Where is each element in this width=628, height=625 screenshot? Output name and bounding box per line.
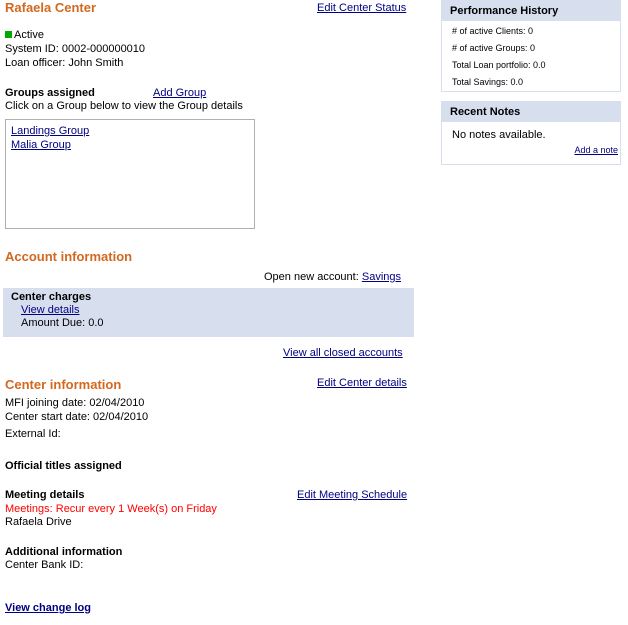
active-clients-stat: # of active Clients: 0: [452, 26, 534, 36]
center-title: Rafaela Center: [5, 0, 97, 15]
center-start-date: Center start date: 02/04/2010: [5, 411, 149, 423]
edit-center-details-link[interactable]: Edit Center details: [317, 377, 407, 389]
view-details-link[interactable]: View details: [21, 304, 80, 316]
center-charges-title: Center charges: [11, 291, 92, 303]
mfi-joining-date: MFI joining date: 02/04/2010: [5, 397, 145, 409]
edit-meeting-schedule-link[interactable]: Edit Meeting Schedule: [297, 489, 408, 501]
account-information-heading: Account information: [5, 249, 133, 264]
meeting-recurrence: Meetings: Recur every 1 Week(s) on Friday: [5, 503, 217, 515]
meeting-place: Rafaela Drive: [5, 516, 72, 528]
add-group-link[interactable]: Add Group: [153, 87, 207, 99]
add-note-link[interactable]: Add a note: [574, 145, 618, 155]
performance-history-heading: Performance History: [442, 1, 620, 21]
loan-officer: Loan officer: John Smith: [5, 57, 124, 69]
loan-portfolio-stat: Total Loan portfolio: 0.0: [452, 60, 546, 70]
group-list: [5, 119, 255, 229]
center-status: [5, 29, 44, 41]
additional-information-heading: Additional information: [5, 546, 123, 558]
view-change-log-link[interactable]: View change log: [5, 602, 91, 614]
center-bank-id: Center Bank ID:: [5, 559, 84, 571]
meeting-details-heading: Meeting details: [5, 489, 85, 501]
groups-assigned-heading: Groups assigned: [5, 87, 95, 99]
active-groups-stat: # of active Groups: 0: [452, 43, 536, 53]
group-link-malia[interactable]: Malia Group: [11, 139, 71, 151]
view-closed-accounts-link[interactable]: View all closed accounts: [283, 347, 403, 359]
official-titles-heading: Official titles assigned: [5, 460, 122, 472]
system-id: System ID: 0002-000000010: [5, 43, 146, 55]
group-link-landings[interactable]: Landings Group: [11, 125, 90, 137]
amount-due: Amount Due: 0.0: [21, 317, 104, 329]
recent-notes-heading: Recent Notes: [442, 102, 620, 122]
open-new-account: [264, 271, 401, 283]
groups-hint: Click on a Group below to view the Group details: [5, 100, 243, 112]
edit-center-status-link[interactable]: Edit Center Status: [317, 2, 407, 14]
open-new-account-label: Open new account:: [264, 271, 359, 283]
performance-history-panel: [441, 0, 621, 92]
recent-notes-panel: [441, 101, 621, 165]
no-notes-text: No notes available.: [452, 129, 546, 141]
active-status-icon: [5, 31, 12, 38]
center-charges-panel: [3, 288, 414, 337]
total-savings-stat: Total Savings: 0.0: [452, 77, 524, 87]
external-id: External Id:: [5, 428, 61, 440]
open-savings-link[interactable]: Savings: [361, 271, 401, 283]
center-status-text: Active: [14, 29, 44, 41]
center-information-heading: Center information: [5, 377, 122, 392]
